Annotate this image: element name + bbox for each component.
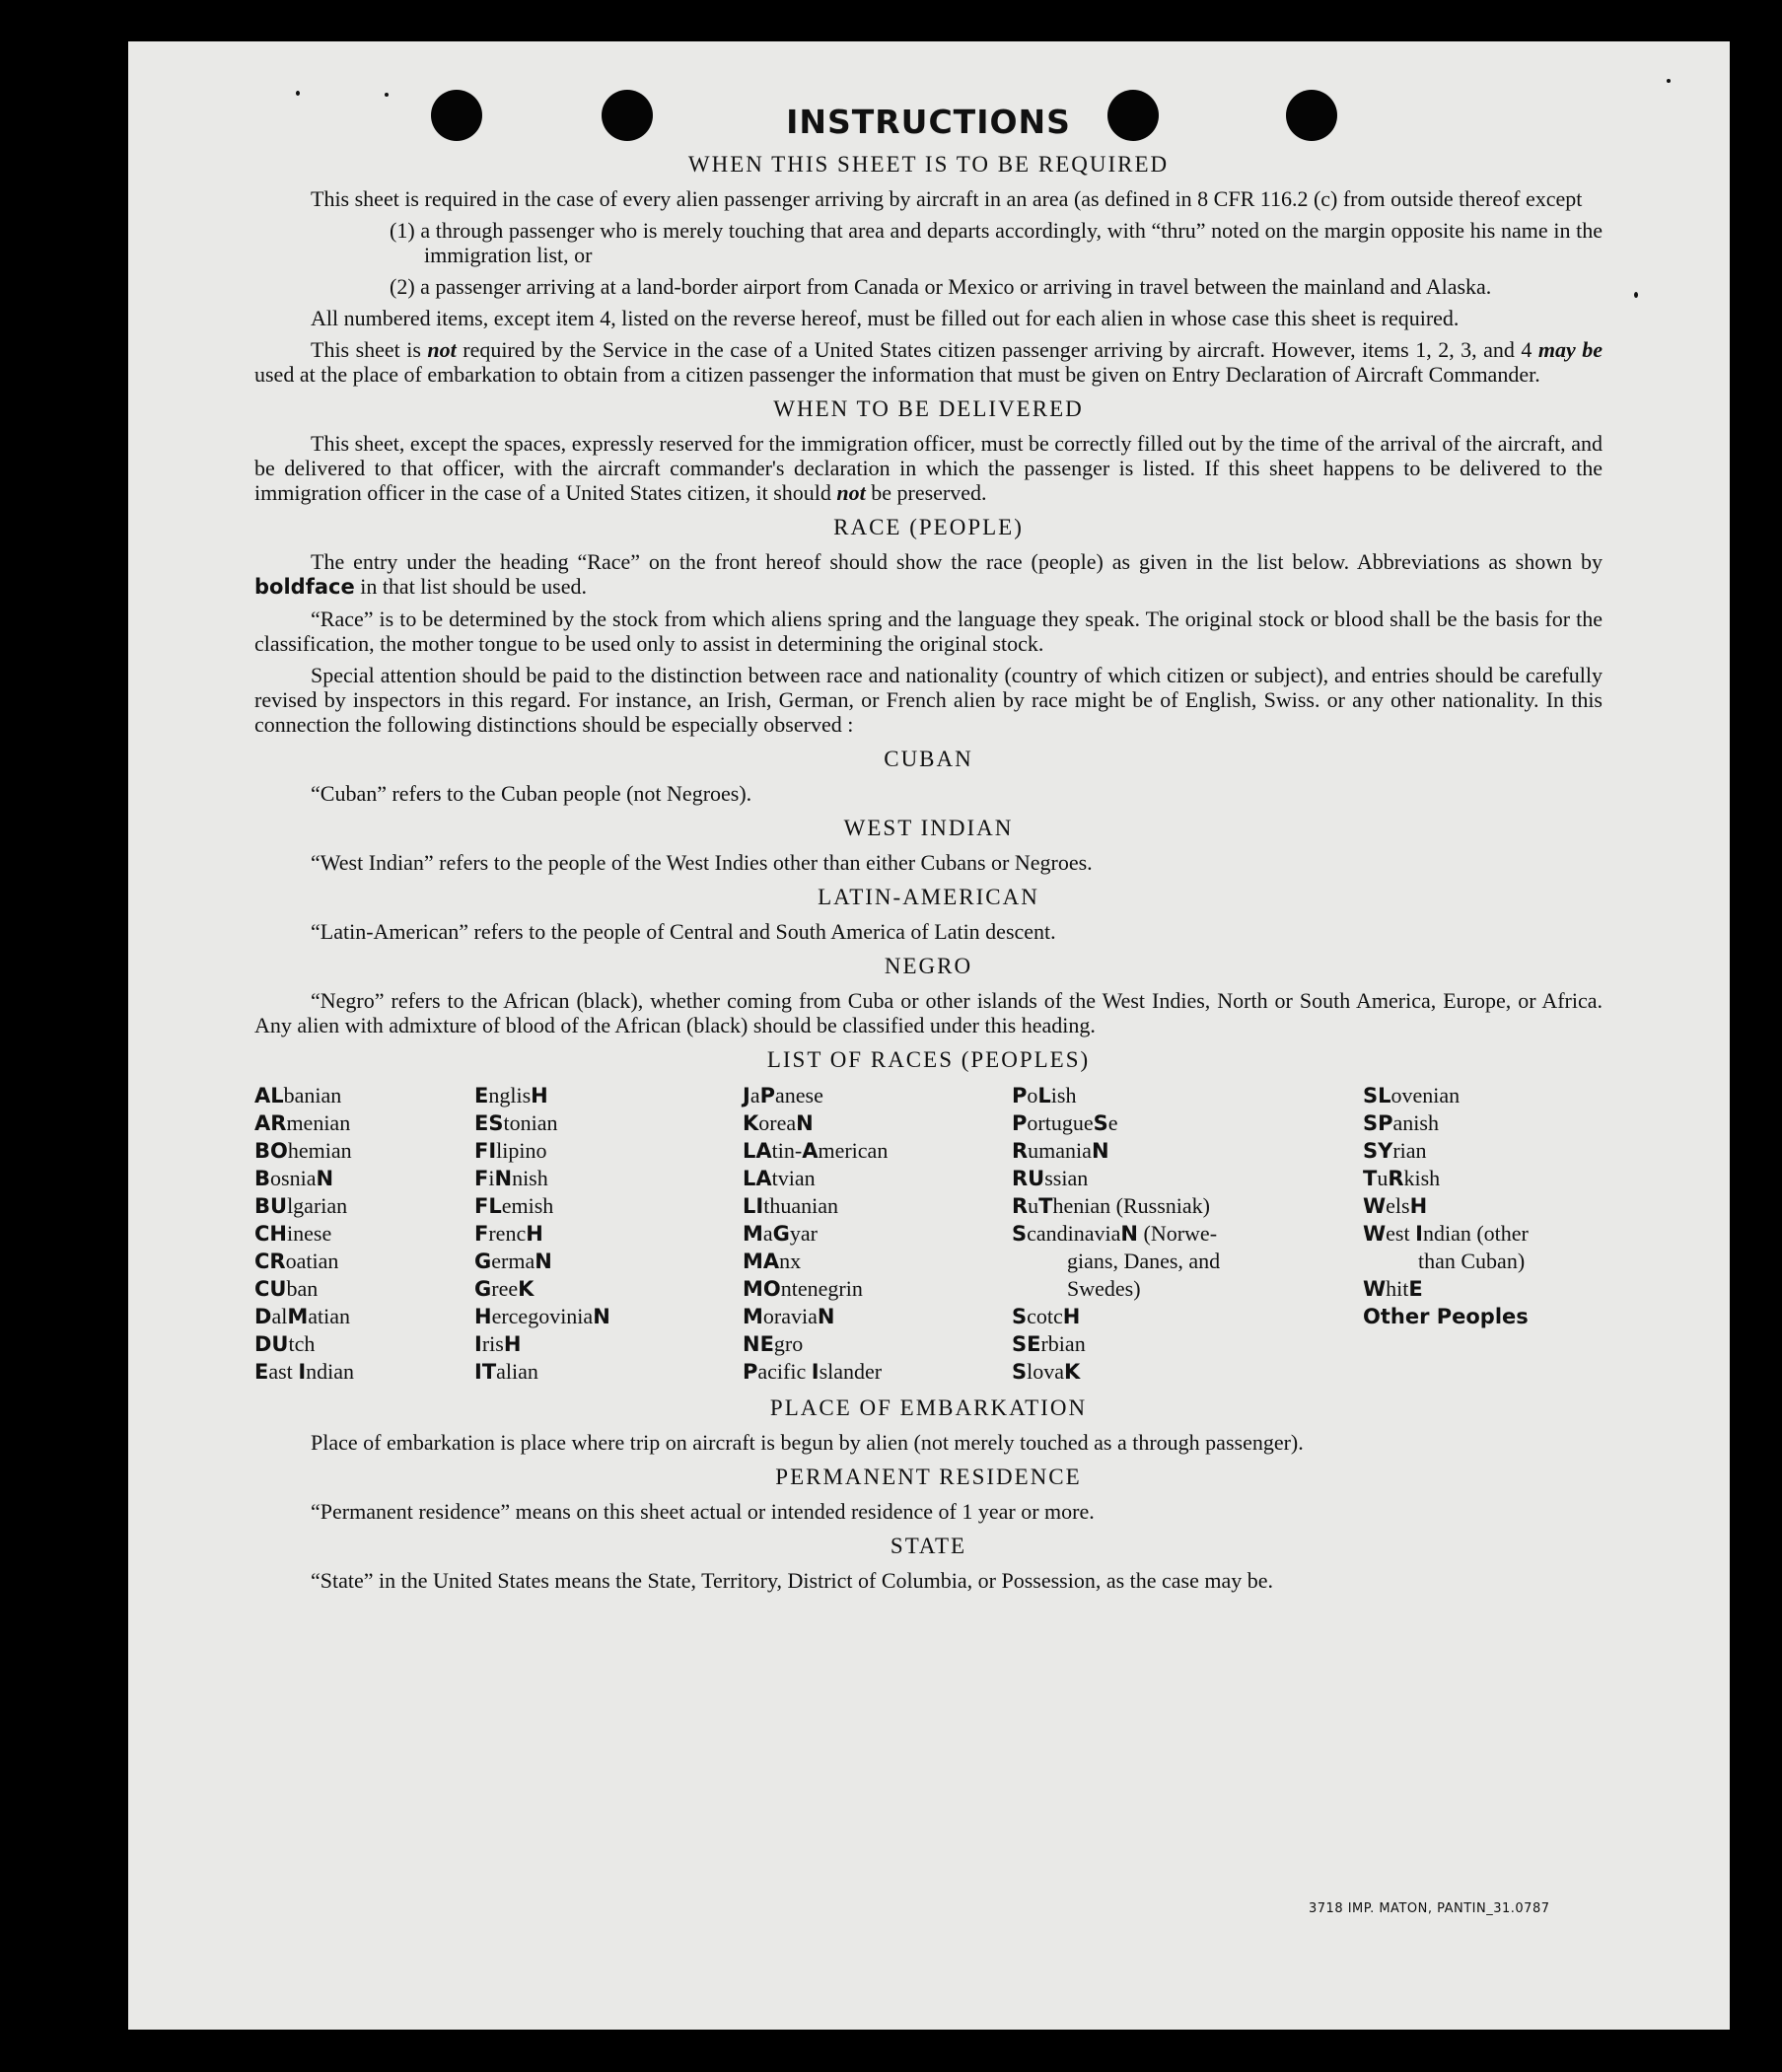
- race-abbreviation: N: [796, 1111, 814, 1135]
- race-text: ris: [481, 1331, 504, 1356]
- race-list-item: [743, 1248, 1012, 1275]
- race-abbreviation: LA: [743, 1167, 772, 1190]
- race-abbreviation: P: [759, 1084, 775, 1107]
- race-list-item: [254, 1082, 474, 1109]
- race-text: emish: [501, 1193, 554, 1218]
- race-list-item: [474, 1192, 743, 1220]
- race-abbreviation: N: [494, 1167, 513, 1190]
- race-text: osnia: [270, 1166, 317, 1190]
- race-abbreviation: I: [1415, 1222, 1423, 1246]
- race-list-item: [1012, 1109, 1363, 1137]
- race-list-item: [254, 1275, 474, 1303]
- race-text: than Cuban): [1418, 1249, 1526, 1273]
- text-fragment: This sheet, except the spaces, expressly reserved for the immigration officer, must be correctly filled out by the time of the arrival of the aircraft, and be delivered to that officer, with the aircraft commander's declaration in which the passenger is listed. If this sheet happens to be delivered to the immigration officer in the case of a United States citizen, it should: [254, 431, 1603, 505]
- race-abbreviation: B: [254, 1167, 271, 1190]
- race-abbreviation: MA: [743, 1250, 780, 1273]
- race-list-item: [254, 1303, 474, 1330]
- race-list-item: [743, 1220, 1012, 1248]
- race-list-item: [254, 1330, 474, 1358]
- race-list-item: [474, 1330, 743, 1358]
- races-column: [1363, 1082, 1603, 1386]
- race-abbreviation: F: [474, 1167, 489, 1190]
- list-item-exception-2: (2) a passenger arriving at a land-border airport from Canada or Mexico or arriving in travel between the mainland and Alaska.: [390, 274, 1492, 299]
- race-text: oravia: [762, 1304, 818, 1328]
- race-text: ercegovinia: [491, 1304, 594, 1328]
- race-abbreviation: DU: [254, 1332, 289, 1356]
- race-list-item: [1012, 1192, 1363, 1220]
- race-abbreviation: N: [535, 1250, 552, 1273]
- race-list-item: [474, 1248, 743, 1275]
- race-text: hemian: [287, 1138, 352, 1163]
- race-abbreviation: W: [1363, 1222, 1387, 1246]
- race-abbreviation: G: [474, 1277, 492, 1301]
- race-text: umania: [1028, 1138, 1092, 1163]
- race-list-item: [1363, 1109, 1603, 1137]
- race-text: anish: [1392, 1110, 1439, 1135]
- paragraph-latin-american: “Latin-American” refers to the people of Central and South America of Latin descent.: [311, 919, 1056, 944]
- race-abbreviation: T: [1363, 1167, 1378, 1190]
- race-text: lgarian: [287, 1193, 348, 1218]
- race-list-item: [474, 1220, 743, 1248]
- race-text: slander: [819, 1359, 883, 1384]
- race-abbreviation: G: [772, 1222, 790, 1246]
- race-text: o: [1027, 1083, 1038, 1107]
- boldface-text: boldface: [254, 575, 355, 599]
- race-list-item: [254, 1137, 474, 1165]
- race-abbreviation: MO: [743, 1277, 781, 1301]
- race-text: oatian: [285, 1249, 339, 1273]
- race-abbreviation: SL: [1363, 1084, 1391, 1107]
- race-abbreviation: NE: [743, 1332, 774, 1356]
- race-abbreviation: F: [474, 1222, 489, 1246]
- paragraph-required-intro: This sheet is required in the case of every alien passenger arriving by aircraft in an area (as defined in 8 CFR 116.2 (c) from outside thereof except: [311, 186, 1583, 211]
- race-abbreviation: G: [474, 1250, 492, 1273]
- race-text: rian: [1392, 1138, 1427, 1163]
- race-text: ovenian: [1390, 1083, 1461, 1107]
- list-item-exception-1: (1) a through passenger who is merely touching that area and departs accordingly, with “thru” noted on the margin opposite his name in the immigration list, or: [390, 218, 1603, 267]
- races-column: [254, 1082, 474, 1386]
- race-list-item: [1363, 1275, 1603, 1303]
- race-text: i: [488, 1166, 495, 1190]
- race-text: ban: [286, 1276, 319, 1301]
- race-abbreviation: N: [1120, 1222, 1138, 1246]
- speck-mark: [1634, 292, 1638, 298]
- race-text: banian: [283, 1083, 342, 1107]
- race-abbreviation: R: [1388, 1167, 1404, 1190]
- races-column: [474, 1082, 743, 1386]
- text-fragment: required by the Service in the case of a United States citizen passenger arriving by aircraft. However, items 1, 2, 3, and 4: [456, 337, 1538, 362]
- race-text: ree: [491, 1276, 519, 1301]
- race-abbreviation: P: [743, 1360, 758, 1384]
- race-text: ish: [1050, 1083, 1077, 1107]
- race-list-item: [1363, 1248, 1603, 1275]
- emphasis-text: may be: [1537, 337, 1603, 362]
- race-list-item: [474, 1358, 743, 1386]
- heading-when-delivered: WHEN TO BE DELIVERED: [773, 396, 1084, 421]
- paragraph-race-stock: “Race” is to be determined by the stock from which aliens spring and the language they speak. The original stock or blood shall be the basis for the classification, the mother tongue to be used only to assist in determining the original stock.: [254, 607, 1603, 656]
- text-fragment: used at the place of embarkation to obtain from a citizen passenger the information that must be given on Entry Declaration of Aircraft Commander.: [254, 362, 1540, 387]
- race-abbreviation: CU: [254, 1277, 287, 1301]
- race-abbreviation: N: [593, 1305, 610, 1328]
- races-list: [254, 1082, 1603, 1386]
- race-text: cotc: [1027, 1304, 1063, 1328]
- race-text: a: [749, 1083, 760, 1107]
- race-abbreviation: L: [1037, 1084, 1051, 1107]
- heading-state: STATE: [890, 1534, 967, 1558]
- race-abbreviation: K: [1064, 1360, 1081, 1384]
- race-abbreviation: E: [254, 1360, 269, 1384]
- race-text: menian: [286, 1110, 351, 1135]
- race-abbreviation: H: [503, 1332, 522, 1356]
- race-list-item: [743, 1165, 1012, 1192]
- race-list-item: [743, 1137, 1012, 1165]
- race-abbreviation: N: [1091, 1139, 1109, 1163]
- race-text: els: [1386, 1193, 1410, 1218]
- race-abbreviation: SP: [1363, 1111, 1393, 1135]
- race-list-item: [1012, 1165, 1363, 1192]
- race-list-item: [1012, 1358, 1363, 1386]
- race-text: erma: [491, 1249, 535, 1273]
- race-text: nglis: [488, 1083, 532, 1107]
- race-text: ortugue: [1027, 1110, 1094, 1135]
- paragraph-delivered: [254, 431, 1603, 505]
- text-fragment: in that list should be used.: [354, 574, 587, 599]
- race-text: alian: [496, 1359, 538, 1384]
- text-fragment: This sheet is: [311, 337, 428, 362]
- race-abbreviation: CH: [254, 1222, 287, 1246]
- race-text: lova: [1027, 1359, 1065, 1384]
- race-list-item: [743, 1192, 1012, 1220]
- printer-imprint: 3718 IMP. MATON, PANTIN_31.0787: [1309, 1901, 1550, 1916]
- race-abbreviation: M: [743, 1305, 763, 1328]
- race-abbreviation: J: [743, 1084, 750, 1107]
- race-text: acific: [757, 1359, 812, 1384]
- race-abbreviation: R: [1012, 1139, 1029, 1163]
- race-abbreviation: A: [802, 1139, 819, 1163]
- heading-embarkation: PLACE OF EMBARKATION: [769, 1395, 1088, 1420]
- race-text: e: [1107, 1110, 1118, 1135]
- race-text: ast: [268, 1359, 299, 1384]
- emphasis-text: not: [427, 337, 457, 362]
- race-list-item: [1012, 1248, 1363, 1275]
- race-text: kish: [1403, 1166, 1441, 1190]
- race-abbreviation: FI: [474, 1139, 497, 1163]
- race-list-item: [1012, 1220, 1363, 1248]
- race-text: rbian: [1040, 1331, 1086, 1356]
- race-abbreviation: IT: [474, 1360, 497, 1384]
- race-text: tvian: [771, 1166, 816, 1190]
- race-abbreviation: SE: [1012, 1332, 1041, 1356]
- text-fragment: be preserved.: [865, 480, 987, 505]
- race-text: atian: [308, 1304, 350, 1328]
- race-abbreviation: CR: [254, 1250, 286, 1273]
- race-text: al: [271, 1304, 288, 1328]
- race-text: est: [1386, 1221, 1416, 1246]
- paragraph-race-nationality: Special attention should be paid to the distinction between race and nationality (country of which citizen or subject), and entries should be carefully revised by inspectors in this regard. For instance, an Irish, German, or French alien by race might be of English, Swiss. or any other nationality. In this connection the following distinctions should be especially observed :: [254, 663, 1603, 737]
- text-fragment: The entry under the heading “Race” on the front hereof should show the race (people) as given in the list below. Abbreviations as shown by: [311, 549, 1603, 574]
- paragraph-race-entry: [254, 549, 1603, 600]
- race-list-item: [743, 1082, 1012, 1109]
- race-list-item: [1012, 1275, 1363, 1303]
- race-abbreviation: SY: [1363, 1139, 1393, 1163]
- race-abbreviation: Other Peoples: [1363, 1305, 1529, 1328]
- race-abbreviation: E: [474, 1084, 489, 1107]
- race-abbreviation: ES: [474, 1111, 504, 1135]
- race-text: gians, Danes, and: [1067, 1249, 1221, 1273]
- race-abbreviation: P: [1012, 1111, 1028, 1135]
- race-abbreviation: N: [817, 1305, 835, 1328]
- race-abbreviation: H: [526, 1222, 543, 1246]
- race-text: thuanian: [763, 1193, 838, 1218]
- race-abbreviation: T: [1038, 1194, 1053, 1218]
- heading-when-required: WHEN THIS SHEET IS TO BE REQUIRED: [687, 152, 1170, 177]
- race-list-item: [1012, 1137, 1363, 1165]
- heading-latin-american: LATIN-AMERICAN: [818, 885, 1039, 909]
- heading-list-of-races: LIST OF RACES (PEOPLES): [766, 1047, 1091, 1072]
- races-column: [1012, 1082, 1363, 1386]
- race-text: ssian: [1044, 1166, 1089, 1190]
- race-abbreviation: H: [474, 1305, 492, 1328]
- race-list-item: [474, 1303, 743, 1330]
- race-text: ntenegrin: [780, 1276, 863, 1301]
- race-text: Swedes): [1067, 1276, 1141, 1301]
- race-abbreviation: LA: [743, 1139, 772, 1163]
- race-text: henian (Russniak): [1052, 1193, 1210, 1218]
- race-text: u: [1028, 1193, 1039, 1218]
- race-text: lipino: [496, 1138, 547, 1163]
- race-list-item: [743, 1330, 1012, 1358]
- race-abbreviation: E: [1408, 1277, 1423, 1301]
- race-text: ndian: [306, 1359, 355, 1384]
- race-list-item: [1363, 1165, 1603, 1192]
- race-abbreviation: FL: [474, 1194, 502, 1218]
- race-abbreviation: W: [1363, 1277, 1387, 1301]
- races-column: [743, 1082, 1012, 1386]
- speck-mark: [1667, 79, 1671, 83]
- race-text: tin-: [771, 1138, 803, 1163]
- race-abbreviation: K: [518, 1277, 535, 1301]
- race-text: yar: [789, 1221, 819, 1246]
- race-text: tonian: [503, 1110, 558, 1135]
- heading-cuban: CUBAN: [884, 747, 973, 771]
- race-abbreviation: AR: [254, 1111, 287, 1135]
- race-list-item: [474, 1109, 743, 1137]
- race-abbreviation: N: [316, 1167, 334, 1190]
- document-sheet: [128, 41, 1730, 2030]
- race-text: anese: [775, 1083, 823, 1107]
- race-list-item: [1363, 1137, 1603, 1165]
- race-abbreviation: K: [743, 1111, 759, 1135]
- speck-mark: [296, 91, 300, 96]
- paragraph-numbered-items: All numbered items, except item 4, listed on the reverse hereof, must be filled out for each alien in whose case this sheet is required.: [311, 306, 1460, 330]
- race-list-item: [1012, 1330, 1363, 1358]
- race-abbreviation: AL: [254, 1084, 284, 1107]
- paragraph-negro: “Negro” refers to the African (black), whether coming from Cuba or other islands of the West Indies, North or South America, Europe, or Africa. Any alien with admixture of blood of the African (black) should be classified under this heading.: [254, 988, 1603, 1037]
- race-list-item: [474, 1165, 743, 1192]
- race-list-item: [1012, 1303, 1363, 1330]
- race-abbreviation: D: [254, 1305, 272, 1328]
- race-abbreviation: I: [474, 1332, 482, 1356]
- race-text: inese: [287, 1221, 332, 1246]
- speck-mark: [385, 93, 389, 97]
- paragraph-cuban: “Cuban” refers to the Cuban people (not Negroes).: [311, 781, 752, 806]
- race-abbreviation: I: [811, 1360, 820, 1384]
- race-abbreviation: H: [531, 1084, 548, 1107]
- race-list-item: [1363, 1220, 1603, 1248]
- race-abbreviation: W: [1363, 1194, 1387, 1218]
- paragraph-embarkation: Place of embarkation is place where trip on aircraft is begun by alien (not merely touched as a through passenger).: [311, 1430, 1304, 1455]
- race-abbreviation: M: [743, 1222, 763, 1246]
- race-text: tch: [288, 1331, 316, 1356]
- race-list-item: [1363, 1303, 1603, 1330]
- race-abbreviation: S: [1012, 1360, 1028, 1384]
- race-list-item: [743, 1358, 1012, 1386]
- race-list-item: [254, 1165, 474, 1192]
- race-text: orea: [758, 1110, 797, 1135]
- race-text: nx: [779, 1249, 802, 1273]
- race-list-item: [743, 1303, 1012, 1330]
- race-list-item: [254, 1109, 474, 1137]
- heading-permanent-residence: PERMANENT RESIDENCE: [775, 1465, 1082, 1489]
- paragraph-permanent-residence: “Permanent residence” means on this sheet actual or intended residence of 1 year or more.: [311, 1499, 1095, 1524]
- race-text: merican: [818, 1138, 889, 1163]
- race-list-item: [1012, 1082, 1363, 1109]
- emphasis-text: not: [836, 480, 866, 505]
- heading-west-indian: WEST INDIAN: [843, 816, 1014, 840]
- race-abbreviation: BU: [254, 1194, 288, 1218]
- race-text: nish: [512, 1166, 548, 1190]
- race-abbreviation: M: [287, 1305, 309, 1328]
- race-abbreviation: LI: [743, 1194, 764, 1218]
- heading-negro: NEGRO: [884, 954, 973, 978]
- race-text: renc: [488, 1221, 527, 1246]
- race-list-item: [743, 1275, 1012, 1303]
- race-abbreviation: RU: [1012, 1167, 1045, 1190]
- race-list-item: [474, 1137, 743, 1165]
- race-abbreviation: H: [1062, 1305, 1081, 1328]
- race-list-item: [254, 1248, 474, 1275]
- race-list-item: [254, 1192, 474, 1220]
- race-text: ndian (other: [1422, 1221, 1529, 1246]
- page-title: INSTRUCTIONS: [786, 103, 1071, 141]
- paragraph-state: “State” in the United States means the State, Territory, District of Columbia, or Possession, as the case may be.: [311, 1568, 1274, 1593]
- race-abbreviation: H: [1409, 1194, 1428, 1218]
- race-text: u: [1377, 1166, 1389, 1190]
- race-text: gro: [773, 1331, 804, 1356]
- paragraph-west-indian: “West Indian” refers to the people of the West Indies other than either Cubans or Negroes.: [311, 850, 1093, 875]
- heading-race: RACE (PEOPLE): [833, 515, 1024, 539]
- race-abbreviation: I: [298, 1360, 307, 1384]
- race-text: (Norwe-: [1138, 1221, 1218, 1246]
- instructions-body: [254, 103, 1603, 1600]
- race-abbreviation: BO: [254, 1139, 288, 1163]
- race-list-item: [743, 1109, 1012, 1137]
- race-abbreviation: P: [1012, 1084, 1028, 1107]
- race-list-item: [254, 1358, 474, 1386]
- race-abbreviation: S: [1093, 1111, 1108, 1135]
- race-abbreviation: S: [1012, 1222, 1028, 1246]
- race-text: candinavia: [1027, 1221, 1121, 1246]
- race-text: a: [762, 1221, 773, 1246]
- race-list-item: [1363, 1082, 1603, 1109]
- race-list-item: [474, 1275, 743, 1303]
- race-list-item: [474, 1082, 743, 1109]
- race-text: hit: [1386, 1276, 1409, 1301]
- race-list-item: [1363, 1192, 1603, 1220]
- race-abbreviation: S: [1012, 1305, 1028, 1328]
- race-abbreviation: R: [1012, 1194, 1029, 1218]
- paragraph-citizen: [254, 337, 1603, 387]
- race-list-item: [254, 1220, 474, 1248]
